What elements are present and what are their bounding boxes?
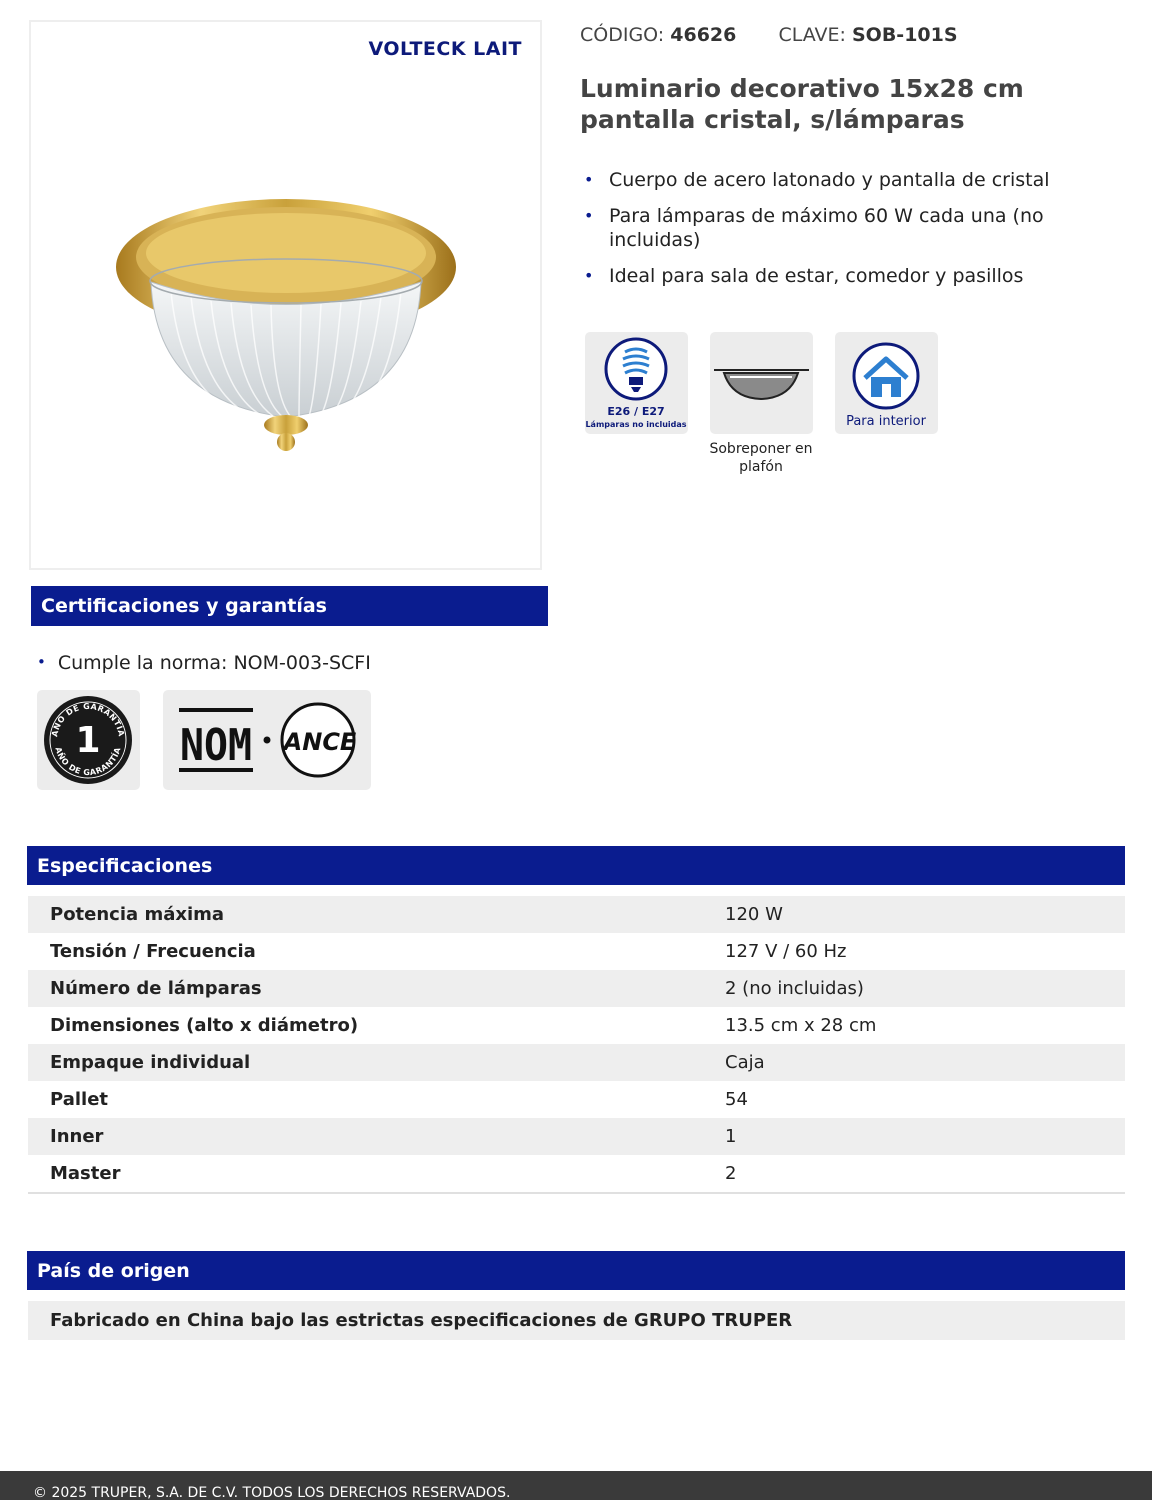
- mount-icon-tile: [710, 332, 813, 434]
- nom-ance-badge: [163, 690, 371, 790]
- norma-text: Cumple la norma: NOM-003-SCFI: [57, 652, 371, 674]
- spec-label: Pallet: [50, 1089, 109, 1110]
- spec-label: Tensión / Frecuencia: [50, 941, 256, 962]
- socket-sublabel: Lámparas no incluidas: [585, 420, 687, 429]
- spec-label: Dimensiones (alto x diámetro): [50, 1015, 359, 1036]
- spec-row: [28, 1118, 1125, 1155]
- spec-value: 54: [725, 1089, 748, 1110]
- product-code-line: [580, 24, 958, 46]
- spec-row: [28, 1081, 1125, 1118]
- spec-row: [28, 1044, 1125, 1081]
- spec-label: Master: [50, 1163, 121, 1184]
- spec-value: 120 W: [725, 904, 783, 925]
- origin-heading: País de origen: [27, 1251, 1125, 1290]
- indoor-icon-tile: [835, 332, 938, 434]
- product-title: Luminario decorativo 15x28 cm pantalla cristal, s/lámparas: [580, 74, 1024, 134]
- spec-row: [28, 970, 1125, 1007]
- nom-logo: NOM: [180, 720, 252, 771]
- spec-label: Empaque individual: [50, 1052, 251, 1073]
- ance-logo: ANCE: [283, 728, 357, 756]
- spec-value: 2 (no incluidas): [725, 978, 864, 999]
- house-icon: [835, 332, 938, 434]
- feature-item: • Ideal para sala de estar, comedor y pasillos: [584, 264, 1054, 288]
- spec-row: [28, 1155, 1125, 1192]
- brand-logo: VOLTECK LAIT: [368, 38, 522, 60]
- origin-text: Fabricado en China bajo las estrictas especificaciones de GRUPO TRUPER: [28, 1301, 1125, 1340]
- bulb-icon: [585, 332, 688, 434]
- clave-label: CLAVE:: [778, 24, 846, 46]
- norma-item: • Cumple la norma: NOM-003-SCFI: [37, 652, 371, 674]
- specs-table: [28, 896, 1125, 1194]
- spec-value: 13.5 cm x 28 cm: [725, 1015, 877, 1036]
- footer-copyright: © 2025 TRUPER, S.A. DE C.V. TODOS LOS DERECHOS RESERVADOS.: [0, 1471, 1152, 1500]
- spec-value: 127 V / 60 Hz: [725, 941, 847, 962]
- warranty-ring-top: AÑO DE GARANTÍA: [50, 701, 126, 738]
- spec-row: [28, 933, 1125, 970]
- mount-caption: Sobreponer en plafón: [709, 441, 813, 475]
- warranty-number: 1: [75, 720, 101, 761]
- spec-value: 2: [725, 1163, 737, 1184]
- socket-label: E26 / E27: [607, 405, 665, 418]
- warranty-badge: [37, 690, 140, 790]
- socket-icon-tile: [585, 332, 688, 434]
- spec-value: 1: [725, 1126, 737, 1147]
- codigo-label: CÓDIGO:: [580, 24, 665, 46]
- indoor-label: Para interior: [846, 414, 926, 429]
- spec-label: Potencia máxima: [50, 904, 225, 925]
- feature-list: [584, 168, 1054, 300]
- spec-row: [28, 896, 1125, 933]
- spec-label: Inner: [50, 1126, 104, 1147]
- product-image-panel: [29, 20, 542, 570]
- ceiling-mount-icon: [710, 332, 813, 434]
- warranty-ring-bottom: AÑO DE GARANTÍA: [53, 746, 123, 778]
- feature-item: • Cuerpo de acero latonado y pantalla de cristal: [584, 168, 1054, 192]
- clave-value: SOB-101S: [851, 24, 958, 46]
- feature-item: • Para lámparas de máximo 60 W cada una (no incluidas): [584, 204, 1054, 252]
- product-image: [111, 187, 461, 457]
- spec-label: Número de lámparas: [50, 978, 262, 999]
- spec-value: Caja: [725, 1052, 765, 1073]
- certifications-heading: Certificaciones y garantías: [31, 586, 548, 626]
- specs-heading: Especificaciones: [27, 846, 1125, 885]
- spec-row: [28, 1007, 1125, 1044]
- codigo-value: 46626: [670, 24, 737, 46]
